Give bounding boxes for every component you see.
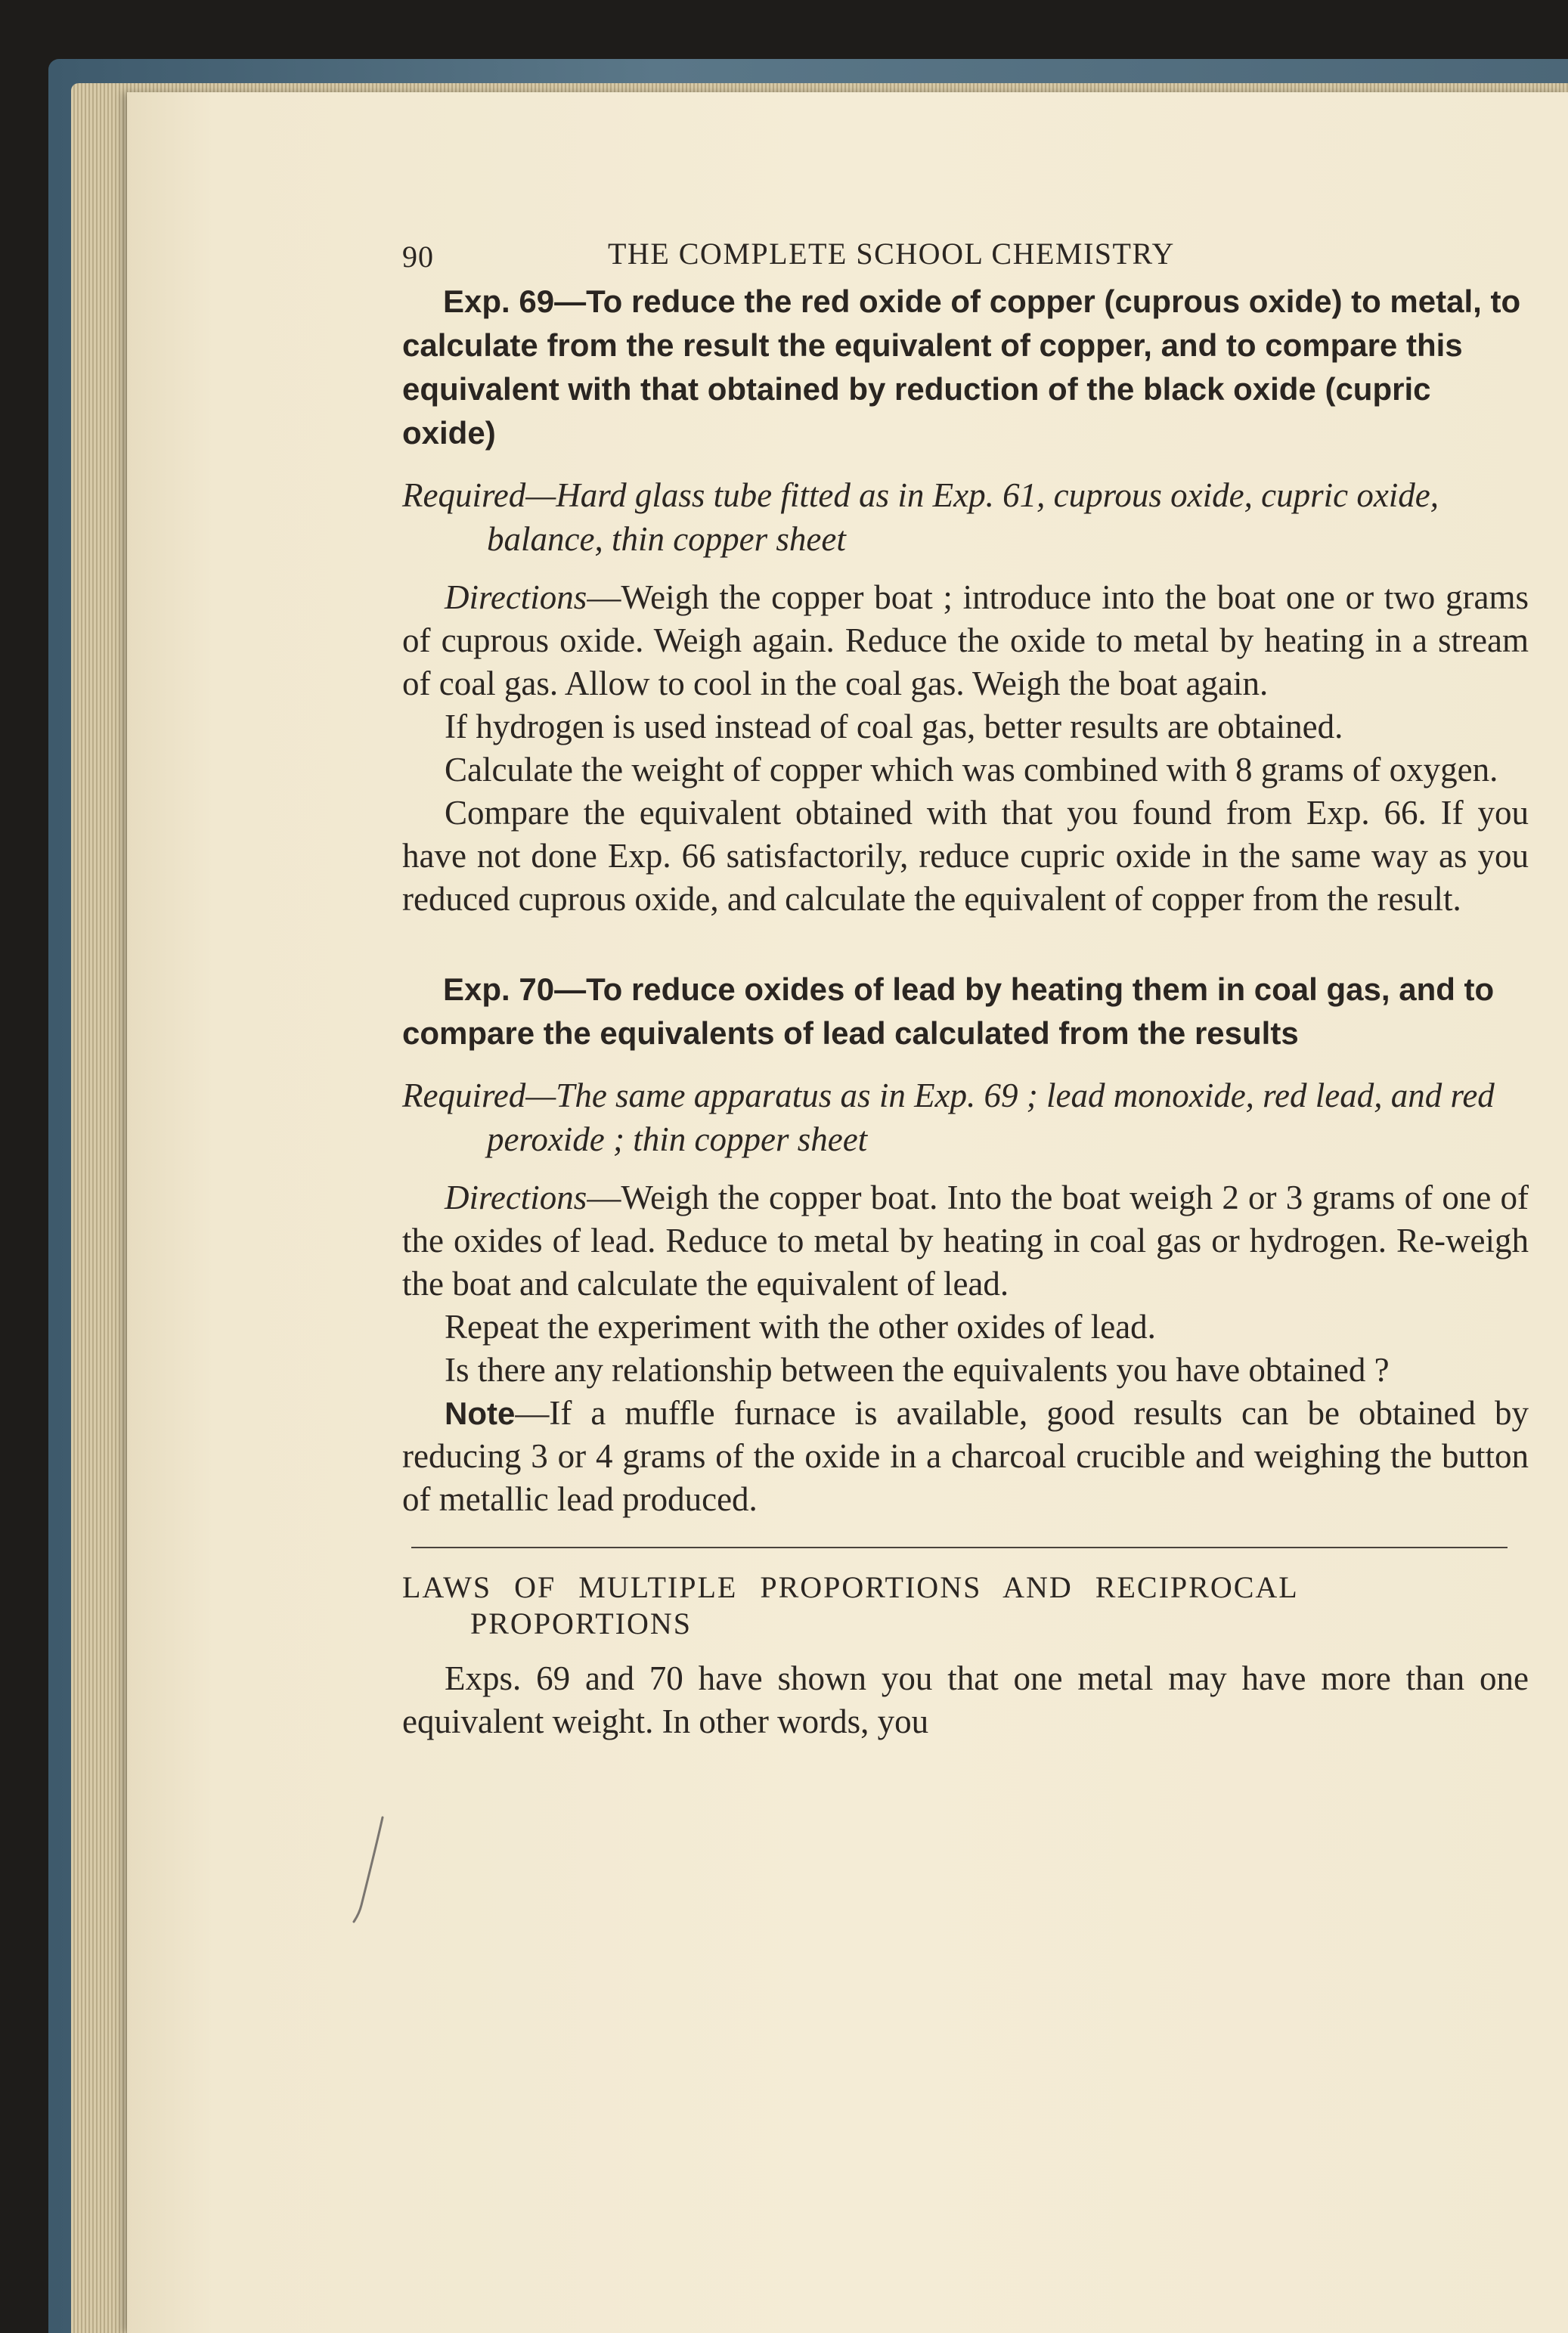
exp-69-directions-label: Directions xyxy=(445,578,587,616)
running-head xyxy=(402,219,1529,280)
exp-70-required xyxy=(402,1074,1529,1161)
section-divider xyxy=(411,1547,1508,1548)
exp-69-required-text: —Hard glass tube fitted as in Exp. 61, cuprous oxide, cupric oxide, balance, thin copper sheet xyxy=(487,476,1439,558)
page-content xyxy=(402,219,1529,1743)
exp-69-paragraph-2: If hydrogen is used instead of coal gas, better results are obtained. xyxy=(445,708,1343,745)
exp-69-heading: Exp. 69—To reduce the red oxide of copper (cuprous oxide) to metal, to calculate from the result the equivalent of copper, and to compare this equivalent with that obtained by reduction of the black oxide (cupric oxide) xyxy=(402,283,1521,451)
exp-70-paragraph-3: Is there any relationship between the equivalents you have obtained ? xyxy=(445,1351,1390,1389)
exp-70-paragraph-2: Repeat the experiment with the other oxides of lead. xyxy=(445,1308,1156,1346)
exp-70-note xyxy=(402,1392,1529,1521)
exp-69-paragraph-4: Compare the equivalent obtained with that you found from Exp. 66. If you have not done Exp. 66 satisfactorily, reduce cupric oxide in the same way as you reduced cuprous oxide, and calculate the equivalent of copper from the result. xyxy=(402,794,1529,918)
exp-69-directions-text: —Weigh the copper boat ; introduce into the boat one or two grams of cuprous oxide. Weigh again. Reduce the oxide to metal by heating in a stream of coal gas. Allow to cool in the coal gas. Weigh the boat again. xyxy=(402,578,1529,702)
exp-70-required-text: —The same apparatus as in Exp. 69 ; lead monoxide, red lead, and red peroxide ; thin copper sheet xyxy=(487,1077,1495,1158)
running-title: THE COMPLETE SCHOOL CHEMISTRY xyxy=(608,237,1175,271)
laws-section xyxy=(402,1569,1529,1743)
laws-heading: LAWS OF MULTIPLE PROPORTIONS AND RECIPROCAL PROPORTIONS xyxy=(402,1570,1298,1641)
exp-70-directions-label: Directions xyxy=(445,1179,587,1216)
section-gap xyxy=(402,921,1529,968)
page-number: 90 xyxy=(402,240,434,274)
exp-69-section xyxy=(402,280,1529,921)
exp-70-note-label: Note xyxy=(445,1396,516,1431)
exp-70-note-text: —If a muffle furnace is available, good results can be obtained by reducing 3 or 4 grams of the oxide in a charcoal crucible and weighing the button of metallic lead produced. xyxy=(402,1394,1529,1518)
laws-paragraph-1: Exps. 69 and 70 have shown you that one metal may have more than one equivalent weight. In other words, you xyxy=(402,1659,1529,1740)
exp-70-directions-text: —Weigh the copper boat. Into the boat weigh 2 or 3 grams of one of the oxides of lead. Reduce to metal by heating in coal gas or hydrogen. Re-weigh the boat and calculate the equivalent of lead. xyxy=(402,1179,1529,1303)
exp-69-paragraph-3: Calculate the weight of copper which was combined with 8 grams of oxygen. xyxy=(445,751,1498,789)
exp-69-directions xyxy=(402,576,1529,705)
pencil-tick-mark xyxy=(346,1814,392,1928)
exp-70-required-label: Required xyxy=(402,1077,526,1114)
exp-69-required xyxy=(402,473,1529,561)
exp-69-required-label: Required xyxy=(402,476,526,514)
exp-70-section xyxy=(402,968,1529,1521)
exp-70-directions xyxy=(402,1176,1529,1306)
exp-70-heading: Exp. 70—To reduce oxides of lead by heating them in coal gas, and to compare the equivalents of lead calculated from the results xyxy=(402,971,1495,1051)
